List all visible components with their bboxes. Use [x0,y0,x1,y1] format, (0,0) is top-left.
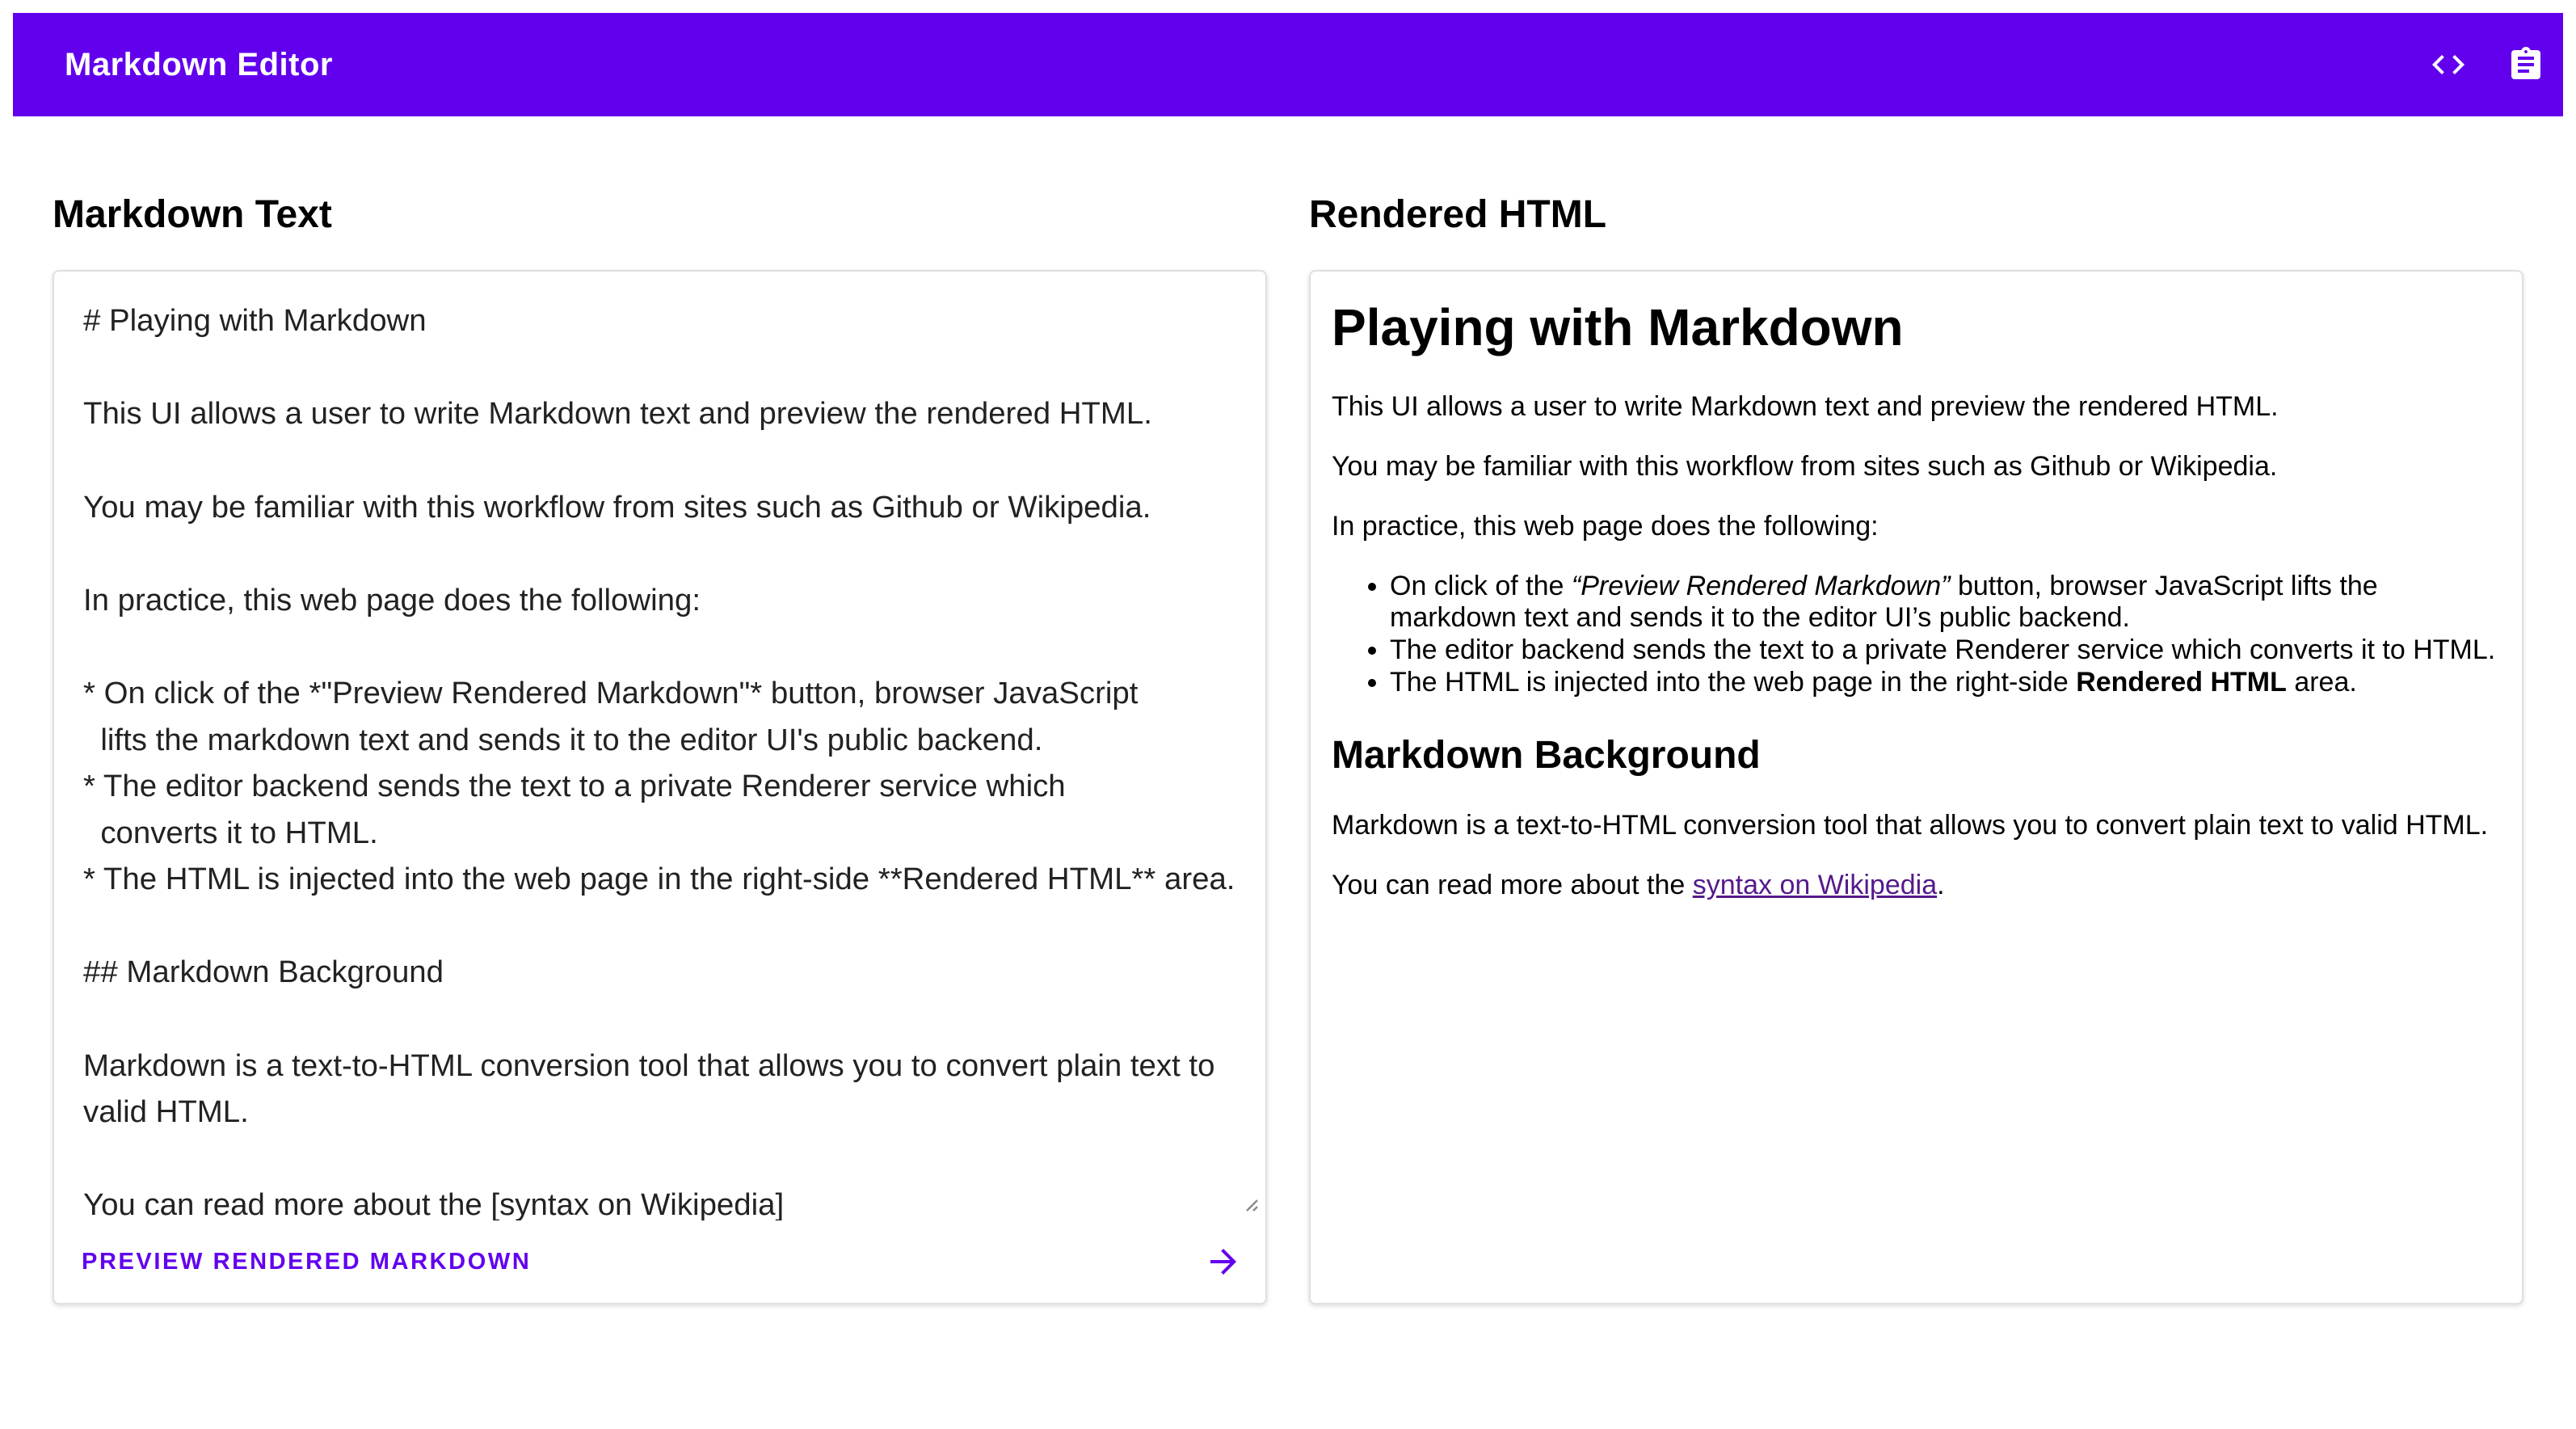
rendered-paragraph: Markdown is a text-to-HTML conversion tool that allows you to convert plain text to valid HTML. [1332,810,2489,841]
rendered-h1: Playing with Markdown [1332,298,1904,357]
rendered-list [1332,571,2499,699]
rendered-paragraph: In practice, this web page does the following: [1332,510,1879,542]
textarea-container [54,272,1265,1220]
rendered-list-item: • The editor backend sends the text to a private Renderer service which converts it to HTML. [1390,634,2499,667]
card-actions [54,1220,1265,1303]
rendered-list-item: • The HTML is injected into the web page in the right-side Rendered HTML area. [1390,667,2499,699]
markdown-text-panel [53,192,1267,1305]
wikipedia-link[interactable]: syntax on Wikipedia [1692,870,1938,901]
preview-arrow-button[interactable] [1204,1242,1243,1281]
view-source-button[interactable] [2429,45,2468,84]
copy-html-button[interactable] [2507,45,2545,84]
app-bar [13,13,2563,116]
rendered-h2: Markdown Background [1332,733,1761,777]
rendered-paragraph: You may be familiar with this workflow from sites such as Github or Wikipedia. [1332,451,2278,483]
rendered-list-item: • On click of the “Preview Rendered Markdown” button, browser JavaScript lifts the markdown text and sends it to the editor UI’s public backend. [1390,571,2499,635]
rendered-paragraph: This UI allows a user to write Markdown text and preview the rendered HTML. [1332,391,2279,423]
clipboard-icon [2507,45,2545,84]
preview-rendered-markdown-button[interactable]: PREVIEW RENDERED MARKDOWN [82,1248,532,1275]
rendered-html-card [1309,270,2523,1305]
rendered-html-content [1332,297,2499,902]
markdown-text-heading: Markdown Text [53,193,332,236]
rendered-html-panel [1309,192,2523,1305]
markdown-editor-card [53,270,1267,1305]
rendered-html-heading: Rendered HTML [1309,193,1607,236]
textarea-resize-handle[interactable] [1240,1193,1259,1212]
arrow-forward-icon [1204,1242,1243,1281]
app-title: Markdown Editor [65,46,333,82]
main-content [13,116,2563,1305]
code-icon [2429,45,2468,84]
markdown-input[interactable] [54,272,1265,1220]
rendered-paragraph: You can read more about the syntax on Wikipedia. [1332,870,1945,901]
